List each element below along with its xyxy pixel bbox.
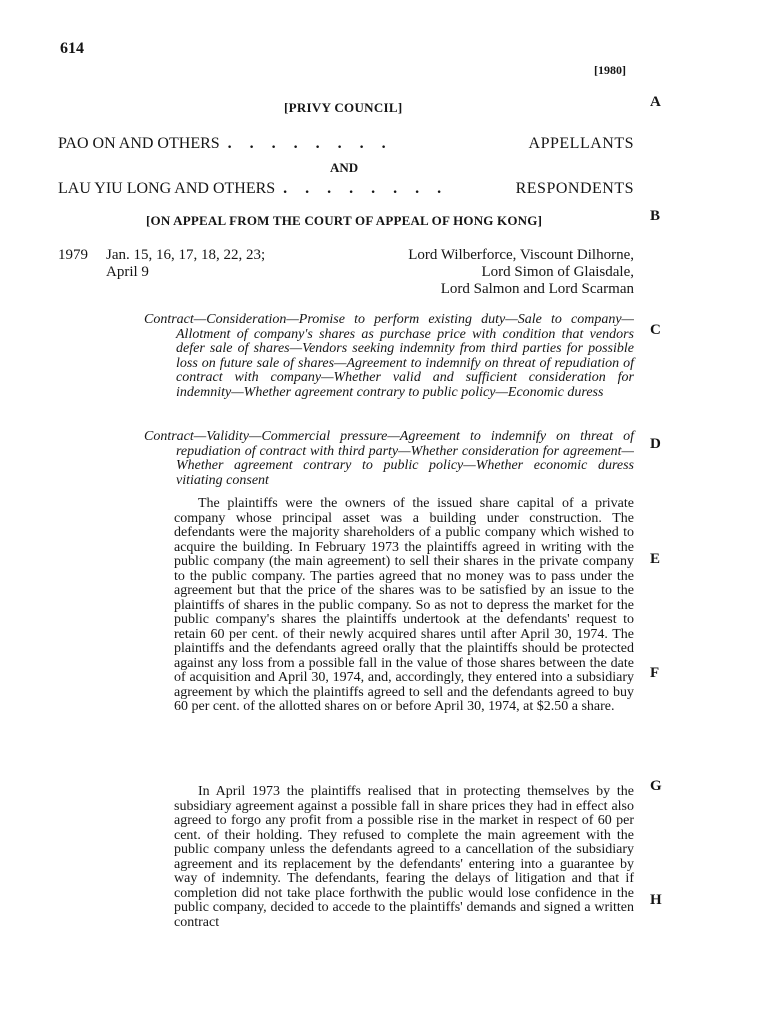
appellant-name: PAO ON AND OTHERS xyxy=(58,135,220,152)
margin-letter-a: A xyxy=(650,94,661,110)
catchwords-1: Contract—Consideration—Promise to perform existing duty—Sale to company—Allotment of company's shares as purchase price with condition that vendors defer sale of shares—Vendors seeking indemnity from third parties for possible loss on future sale of shares—Agreement to indemnify on threat of repudiation of contract with company—Whether valid and sufficient consideration for indemnity—Whether agreement contrary to public policy—Economic duress xyxy=(144,312,634,400)
margin-letter-h: H xyxy=(650,892,662,908)
court-heading: [PRIVY COUNCIL] xyxy=(284,100,403,115)
appeal-note: [ON APPEAL FROM THE COURT OF APPEAL OF HONG KONG] xyxy=(146,213,543,228)
margin-letter-c: C xyxy=(650,322,661,338)
margin-letter-e: E xyxy=(650,551,661,567)
leader-dots: ........ xyxy=(227,135,404,152)
respondent-name: LAU YIU LONG AND OTHERS xyxy=(58,180,276,197)
respondent-role: RESPONDENTS xyxy=(515,180,634,197)
margin-letter-d: D xyxy=(650,436,661,452)
appellant-role: APPELLANTS xyxy=(528,135,634,152)
headnote-paragraph-2 xyxy=(174,785,634,930)
judges xyxy=(300,247,634,298)
judges-line2: Lord Simon of Glaisdale, xyxy=(481,264,634,280)
margin-letter-f: F xyxy=(650,665,660,681)
hearing-dates xyxy=(58,247,265,281)
margin-letter-g: G xyxy=(650,778,662,794)
margin-letter-b: B xyxy=(650,208,661,224)
page-number: 614 xyxy=(60,40,84,57)
parties-connector: AND xyxy=(330,160,359,175)
respondent-line xyxy=(58,180,634,198)
headnote-paragraph-1 xyxy=(174,497,634,715)
catchwords-2: Contract—Validity—Commercial pressure—Agreement to indemnify on threat of repudiation of contract with third party—Whether consideration for agreement—Whether agreement contrary to public policy—Whether economic duress vitiating consent xyxy=(144,429,634,488)
headnote-text: The plaintiffs were the owners of the issued share capital of a private company whose principal asset was a building under construction. The defendants were the majority shareholders of a public company which wished to acquire the building. In February 1973 the plaintiffs agreed in writing with the public company (the main agreement) to sell their shares in the private company to the public company. The parties agreed that no money was to pass under the agreement but that the price of the shares was to be satisfied by an issue to the plaintiffs of shares in the public company. So as not to depress the market for the public company's shares the plaintiffs undertook at the defendants' request to retain 60 per cent. of their newly acquired shares until after April 30, 1974. The plaintiffs and the defendants agreed orally that the plaintiffs should be protected against any loss from a possible fall in the value of those shares between the date of acquisition and April 30, 1974, and, accordingly, they entered into a subsidiary agreement by which the plaintiffs agreed to sell and the defendants agreed to buy 60 per cent. of the allotted shares on or before April 30, 1974, at $2.50 a share. xyxy=(174,496,634,714)
report-year: [1980] xyxy=(594,63,626,77)
judges-line3: Lord Salmon and Lord Scarman xyxy=(440,281,634,297)
appellant-line xyxy=(58,135,634,153)
hearing-year: 1979 xyxy=(58,247,88,263)
headnote-text: In April 1973 the plaintiffs realised that in protecting themselves by the subsidiary agreement against a possible fall in share prices they had in effect also agreed to forgo any profit from a possible rise in the market in respect of 60 per cent. of their holding. They refused to complete the main agreement with the public company unless the defendants agreed to a cancellation of the subsidiary agreement and its replacement by the defendants' entering into a guarantee by way of indemnity. The defendants, fearing the delays of litigation and that if completion did not take place forthwith the public would lose confidence in the public company, decided to accede to the plaintiffs' demands and signed a written contract xyxy=(174,784,634,930)
leader-dots: ........ xyxy=(283,180,460,197)
hearing-dates-line2: April 9 xyxy=(106,264,149,280)
hearing-dates-line1: Jan. 15, 16, 17, 18, 22, 23; xyxy=(106,247,266,263)
judges-line1: Lord Wilberforce, Viscount Dilhorne, xyxy=(408,247,634,263)
